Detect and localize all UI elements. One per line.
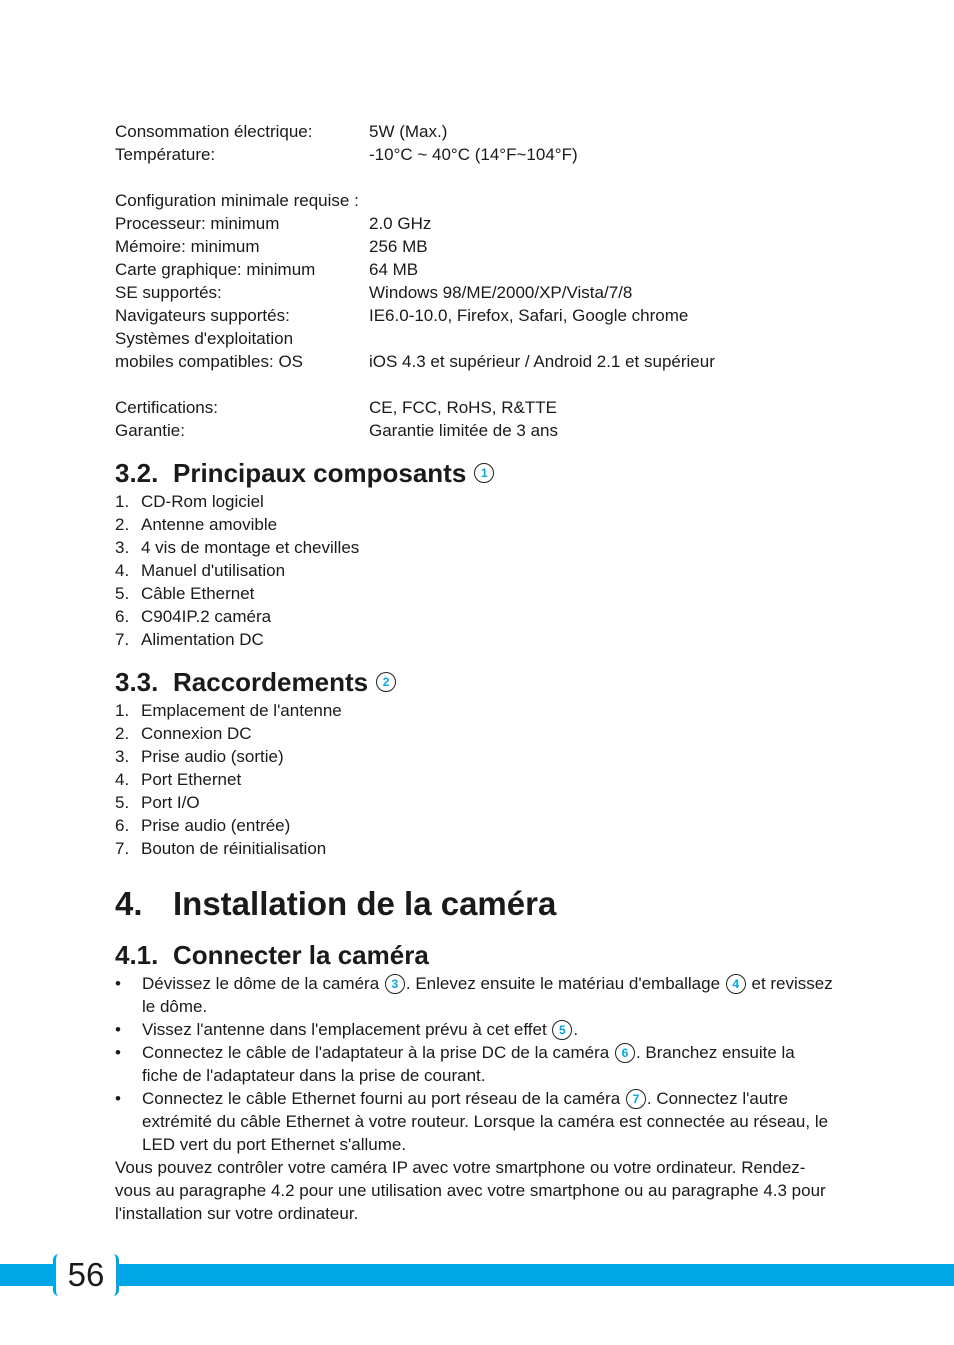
list-text: Prise audio (sortie) — [141, 747, 284, 766]
figure-ref-badge: 5 — [552, 1020, 572, 1040]
list-item — [115, 490, 835, 513]
spec-row — [115, 212, 835, 235]
list-text: Connexion DC — [141, 724, 252, 743]
bullet: • — [115, 1043, 121, 1062]
text-run: . Connectez l'autre extrémité du câble Ethernet à votre routeur. Lorsque la caméra est connectée au réseau, le LED vert du port Ethernet s'allume. — [142, 1089, 829, 1154]
spec-row — [115, 304, 835, 327]
text-run: Connectez le câble Ethernet fourni au port réseau de la caméra — [142, 1089, 625, 1108]
list-number: 1. — [115, 492, 130, 511]
bullet: • — [115, 1089, 121, 1108]
bullet-text — [142, 1018, 835, 1041]
specs-top — [115, 120, 835, 166]
list-item — [115, 1041, 835, 1087]
page-content — [115, 120, 835, 1225]
chapter-title: Installation de la caméra — [173, 884, 557, 922]
spacer — [115, 373, 835, 396]
list-text: Port I/O — [141, 793, 200, 812]
chapter-number: 4. — [115, 884, 143, 922]
connections-list — [115, 699, 835, 860]
list-text: Alimentation DC — [141, 630, 264, 649]
spec-label: mobiles compatibles: OS — [115, 352, 304, 371]
list-item — [115, 1087, 835, 1156]
list-item — [115, 791, 835, 814]
list-number: 2. — [115, 724, 130, 743]
list-item — [115, 768, 835, 791]
spec-value: Windows 98/ME/2000/XP/Vista/7/8 — [369, 283, 633, 302]
text-run: . — [573, 1020, 579, 1039]
list-number: 7. — [115, 630, 130, 649]
spec-row — [115, 258, 835, 281]
spec-row — [115, 396, 835, 419]
chapter-heading-4 — [115, 880, 835, 926]
spec-label: Garantie: — [115, 421, 185, 440]
spec-label: Certifications: — [115, 398, 218, 417]
figure-ref-badge: 1 — [474, 463, 494, 483]
spec-value: 2.0 GHz — [369, 214, 432, 233]
figure-ref-badge: 2 — [376, 672, 396, 692]
section-number: 4.1. — [115, 939, 159, 970]
list-number: 6. — [115, 607, 130, 626]
requirements-list — [115, 212, 835, 373]
list-item — [115, 536, 835, 559]
list-item — [115, 513, 835, 536]
bullet-text — [142, 1041, 835, 1087]
spec-value: 256 MB — [369, 237, 428, 256]
list-number: 6. — [115, 816, 130, 835]
list-number: 4. — [115, 561, 130, 580]
figure-ref-badge: 6 — [615, 1043, 635, 1063]
page-number: 56 — [53, 1254, 119, 1296]
spec-label: Consommation électrique: — [115, 122, 313, 141]
spec-row — [115, 235, 835, 258]
list-item — [115, 1018, 835, 1041]
section-number: 3.2. — [115, 457, 159, 488]
list-item — [115, 814, 835, 837]
section-heading-4-1 — [115, 938, 835, 972]
text-run: . Branchez ensuite la fiche de l'adaptateur dans la prise de courant. — [142, 1043, 795, 1085]
spec-value: 5W (Max.) — [369, 122, 448, 141]
list-text: Port Ethernet — [141, 770, 242, 789]
spec-row — [115, 143, 835, 166]
specs-bottom — [115, 396, 835, 442]
requirements-title: Configuration minimale requise : — [115, 191, 359, 210]
section-title: Principaux composants — [173, 457, 467, 488]
bullet-text — [142, 972, 835, 1018]
spacer — [115, 166, 835, 189]
list-item — [115, 837, 835, 860]
list-item — [115, 605, 835, 628]
text-run: Connectez le câble de l'adaptateur à la prise DC de la caméra — [142, 1043, 614, 1062]
list-text: C904IP.2 caméra — [141, 607, 272, 626]
footer-accent-bar — [0, 1264, 954, 1286]
text-run: . Enlevez ensuite le matériau d'emballage — [405, 974, 725, 993]
list-number: 7. — [115, 839, 130, 858]
spec-value: CE, FCC, RoHS, R&TTE — [369, 398, 557, 417]
text-run: Vissez l'antenne dans l'emplacement prévu à cet effet — [142, 1020, 552, 1039]
spec-value: IE6.0-10.0, Firefox, Safari, Google chrome — [369, 306, 689, 325]
text-run: Dévissez le dôme de la caméra — [142, 974, 384, 993]
spec-label: Mémoire: minimum — [115, 237, 260, 256]
list-number: 1. — [115, 701, 130, 720]
spec-row — [115, 120, 835, 143]
spec-label: Température: — [115, 145, 216, 164]
list-text: Antenne amovible — [141, 515, 278, 534]
list-text: Emplacement de l'antenne — [141, 701, 342, 720]
spec-value: Garantie limitée de 3 ans — [369, 421, 558, 440]
list-number: 5. — [115, 793, 130, 812]
spec-value: -10°C ~ 40°C (14°F~104°F) — [369, 145, 578, 164]
spec-row — [115, 350, 835, 373]
list-text: CD-Rom logiciel — [141, 492, 264, 511]
list-text: Bouton de réinitialisation — [141, 839, 327, 858]
spec-label: Processeur: minimum — [115, 214, 280, 233]
spec-value: 64 MB — [369, 260, 419, 279]
text-run: et revissez le dôme. — [142, 974, 833, 1016]
list-item — [115, 699, 835, 722]
section-title: Raccordements — [173, 666, 369, 697]
list-text: Câble Ethernet — [141, 584, 255, 603]
spec-label: SE supportés: — [115, 283, 222, 302]
spec-value: iOS 4.3 et supérieur / Android 2.1 et supérieur — [369, 352, 715, 371]
section-heading-3-3 — [115, 665, 835, 699]
bullet: • — [115, 1020, 121, 1039]
list-item — [115, 582, 835, 605]
instructions-list — [115, 972, 835, 1156]
components-list — [115, 490, 835, 651]
list-text: Manuel d'utilisation — [141, 561, 286, 580]
list-number: 3. — [115, 747, 130, 766]
section-number: 3.3. — [115, 666, 159, 697]
spec-row — [115, 419, 835, 442]
list-text: 4 vis de montage et chevilles — [141, 538, 360, 557]
bullet-text — [142, 1087, 835, 1156]
figure-ref-badge: 4 — [726, 974, 746, 994]
spec-label: Carte graphique: minimum — [115, 260, 316, 279]
figure-ref-badge: 3 — [385, 974, 405, 994]
list-number: 3. — [115, 538, 130, 557]
list-text: Prise audio (entrée) — [141, 816, 291, 835]
section-heading-3-2 — [115, 456, 835, 490]
spec-row — [115, 327, 835, 350]
spec-row — [115, 281, 835, 304]
spec-label: Navigateurs supportés: — [115, 306, 290, 325]
list-item — [115, 559, 835, 582]
section-title: Connecter la caméra — [173, 939, 429, 970]
list-number: 4. — [115, 770, 130, 789]
figure-ref-badge: 7 — [626, 1089, 646, 1109]
closing-paragraph: Vous pouvez contrôler votre caméra IP avec votre smartphone ou votre ordinateur. Rendez-vous au paragraphe 4.2 pour une utilisation avec votre smartphone ou au paragraphe 4.3 pour l'installation sur votre ordinateur. — [115, 1158, 826, 1223]
list-item — [115, 972, 835, 1018]
spec-label: Systèmes d'exploitation — [115, 329, 294, 348]
bullet: • — [115, 974, 121, 993]
list-item — [115, 628, 835, 651]
list-number: 2. — [115, 515, 130, 534]
list-item — [115, 745, 835, 768]
list-item — [115, 722, 835, 745]
list-number: 5. — [115, 584, 130, 603]
